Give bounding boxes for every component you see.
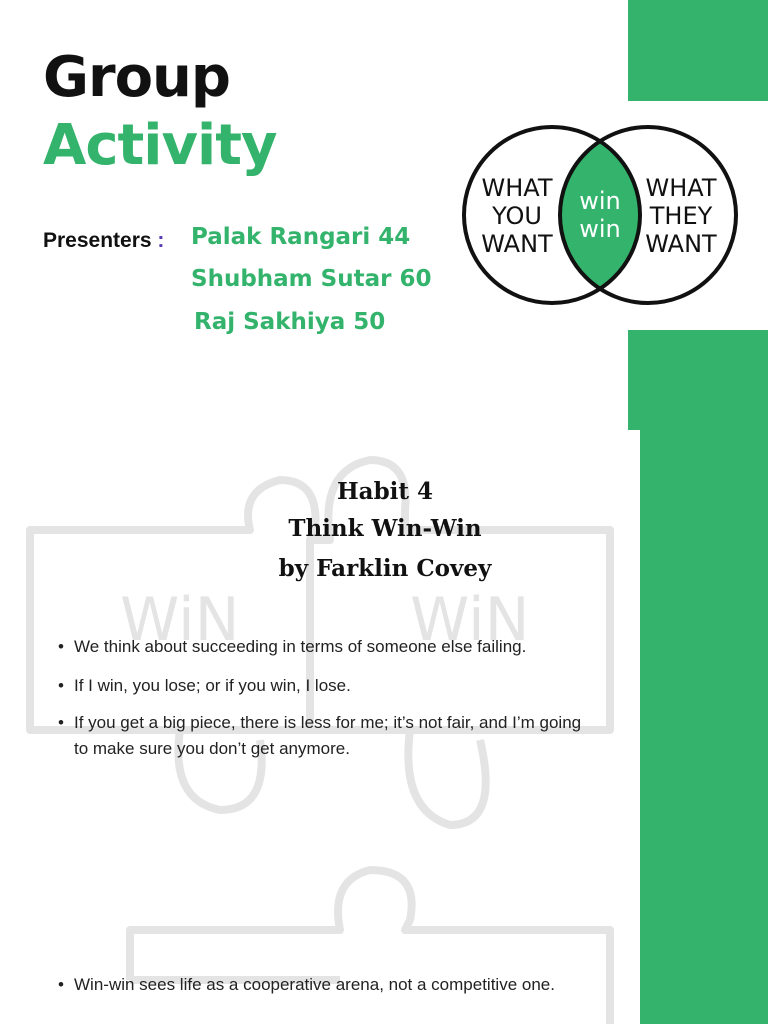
bullet-text-2: If I win, you lose; or if you win, I lose. <box>74 676 351 695</box>
presenter-1: Palak Rangari 44 <box>191 224 411 250</box>
venn-center-label-2: win <box>579 215 621 243</box>
bullet-dot-icon: • <box>58 637 64 656</box>
watermark-word-1: WiN <box>120 585 240 655</box>
bullet-item-3 <box>58 710 598 762</box>
puzzle-watermark-icon-2 <box>10 860 630 1024</box>
bullet-text-1: We think about succeeding in terms of someone else failing. <box>74 637 527 656</box>
presenters-label <box>43 229 164 253</box>
habit-title-line-3: by Farklin Covey <box>278 555 492 582</box>
bullet-text-4: Win-win sees life as a cooperative arena, not a competitive one. <box>74 975 555 994</box>
presenters-label-text: Presenters <box>43 229 152 252</box>
title-activity: Activity <box>43 113 277 178</box>
title-group: Group <box>43 45 231 110</box>
venn-left-label-1: WHAT <box>481 174 553 202</box>
green-decor-block-right <box>640 330 768 1024</box>
venn-center-label-1: win <box>579 187 621 215</box>
habit-title-line-2: Think Win-Win <box>288 515 482 542</box>
venn-left-label-2: YOU <box>492 202 542 230</box>
venn-right-label-2: THEY <box>649 202 713 230</box>
bullet-item-2 <box>58 673 351 699</box>
venn-diagram <box>455 123 745 308</box>
habit-title-line-1: Habit 4 <box>336 478 434 505</box>
bullet-item-1 <box>58 634 526 660</box>
bullet-text-3: If you get a big piece, there is less for me; it’s not fair, and I’m going to make sure you don’t get anymore. <box>74 713 582 758</box>
venn-left-label-3: WANT <box>481 230 553 258</box>
bullet-dot-icon: • <box>58 676 64 695</box>
presenter-2: Shubham Sutar 60 <box>191 266 432 292</box>
venn-right-label-3: WANT <box>645 230 717 258</box>
watermark-word-2: WiN <box>410 585 530 655</box>
bullet-dot-icon: • <box>58 713 64 732</box>
presenters-colon: : <box>157 229 165 252</box>
bullet-item-4 <box>58 972 555 998</box>
bullet-dot-icon: • <box>58 975 64 994</box>
venn-right-label-1: WHAT <box>645 174 717 202</box>
green-decor-block-top <box>628 0 768 101</box>
presenter-3: Raj Sakhiya 50 <box>194 309 386 335</box>
